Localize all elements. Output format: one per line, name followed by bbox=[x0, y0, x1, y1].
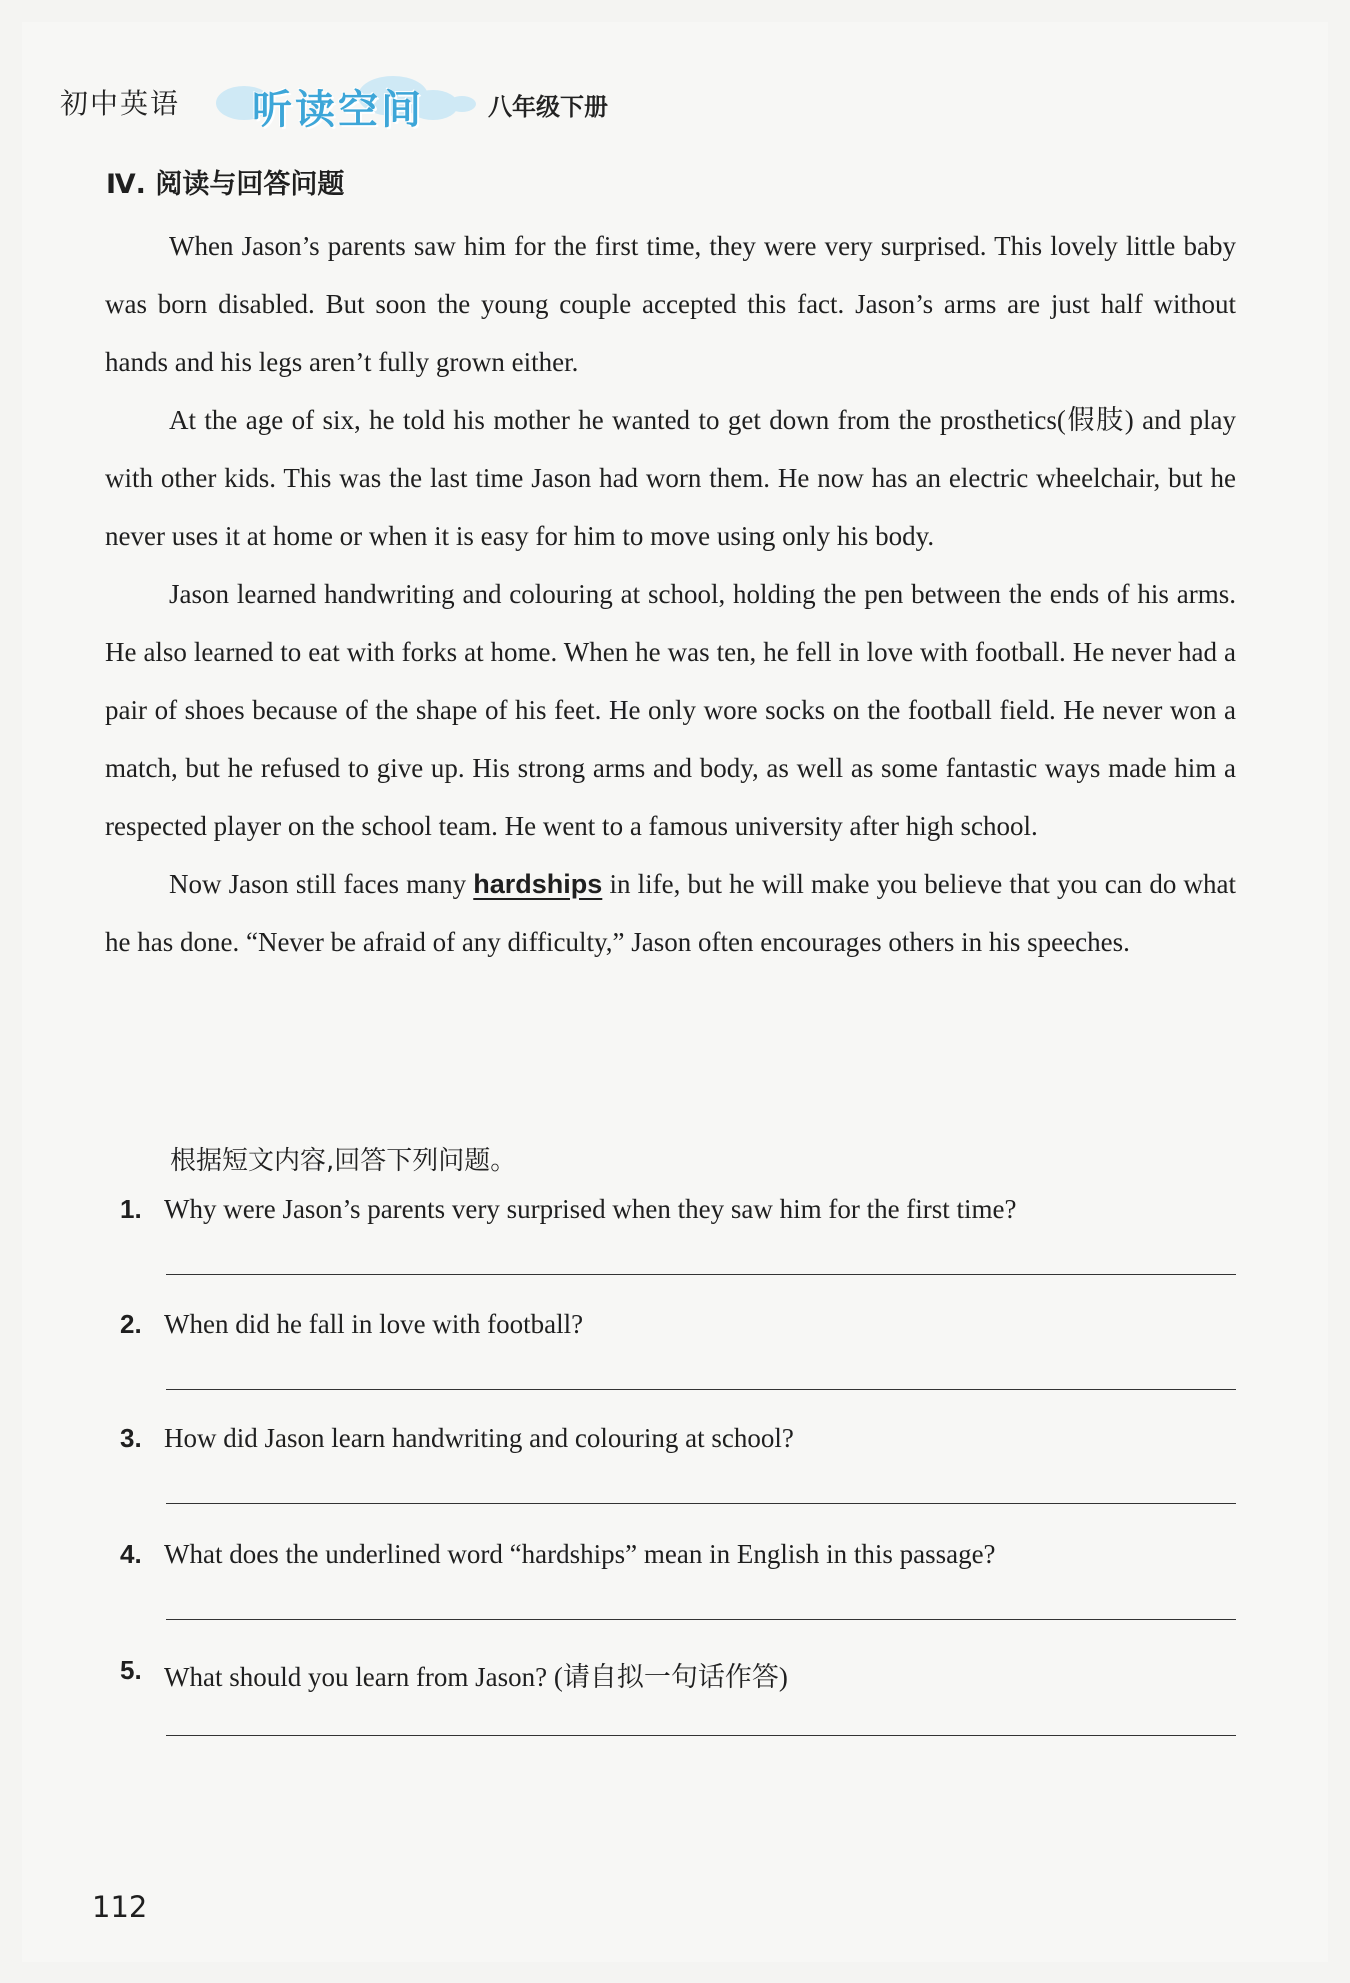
answer-line[interactable] bbox=[166, 1503, 1236, 1504]
instruction-text: 根据短文内容,回答下列问题。 bbox=[170, 1146, 517, 1176]
question-text: Why were Jason’s parents very surprised when they saw him for the first time? bbox=[164, 1194, 1017, 1224]
question-number: 1. bbox=[120, 1194, 142, 1224]
paragraph-4-start: Now Jason still faces many bbox=[169, 869, 474, 899]
series-title: 听读空间 bbox=[252, 87, 424, 133]
paragraph-4-end: in life, but he will make you believe that you can do what he has done. “Never be afraid of any difficulty,” Jason often encourages others in his speeches. bbox=[105, 869, 1236, 957]
answer-line[interactable] bbox=[166, 1389, 1236, 1390]
passage-paragraph-3: Jason learned handwriting and colouring at school, holding the pen between the ends of his arms. He also learned to eat with forks at home. When he was ten, he fell in love with football. He never had a pair of shoes because of the shape of his feet. He only wore socks on the football field. He never won a match, but he refused to give up. His strong arms and body, as well as some fantastic ways made him a respected player on the school team. He went to a famous university after high school. bbox=[105, 579, 1236, 841]
question-text: What should you learn from Jason? (请自拟一句话作答) bbox=[164, 1662, 788, 1692]
grade-label: 八年级下册 bbox=[488, 93, 608, 121]
reading-passage bbox=[105, 217, 1236, 971]
question-text: When did he fall in love with football? bbox=[164, 1309, 584, 1339]
passage-paragraph-1: When Jason’s parents saw him for the first time, they were very surprised. This lovely little baby was born disabled. But soon the young couple accepted this fact. Jason’s arms are just half without hands and his legs aren’t fully grown either. bbox=[105, 231, 1236, 377]
question-number: 5. bbox=[120, 1655, 142, 1685]
question-number: 4. bbox=[120, 1539, 142, 1569]
page-number: 112 bbox=[92, 1890, 148, 1924]
question-number: 2. bbox=[120, 1309, 142, 1339]
question-text: What does the underlined word “hardships” mean in English in this passage? bbox=[164, 1539, 996, 1569]
section-heading: Ⅳ. 阅读与回答问题 bbox=[106, 169, 345, 200]
passage-paragraph-2: At the age of six, he told his mother he wanted to get down from the prosthetics(假肢) and play with other kids. This was the last time Jason had worn them. He now has an electric wheelchair, but he never uses it at home or when it is easy for him to move using only his body. bbox=[105, 405, 1236, 551]
answer-line[interactable] bbox=[166, 1619, 1236, 1620]
page-header bbox=[60, 72, 760, 142]
cloud-dot-icon bbox=[448, 96, 476, 112]
question-text: How did Jason learn handwriting and colouring at school? bbox=[164, 1423, 794, 1453]
passage-paragraph-4 bbox=[105, 855, 1236, 971]
book-title: 初中英语 bbox=[60, 87, 181, 120]
workbook-page bbox=[22, 22, 1328, 1962]
answer-line[interactable] bbox=[166, 1274, 1236, 1275]
question-number: 3. bbox=[120, 1423, 142, 1453]
answer-line[interactable] bbox=[166, 1735, 1236, 1736]
series-logo bbox=[208, 72, 458, 136]
underlined-word: hardships bbox=[473, 869, 603, 899]
